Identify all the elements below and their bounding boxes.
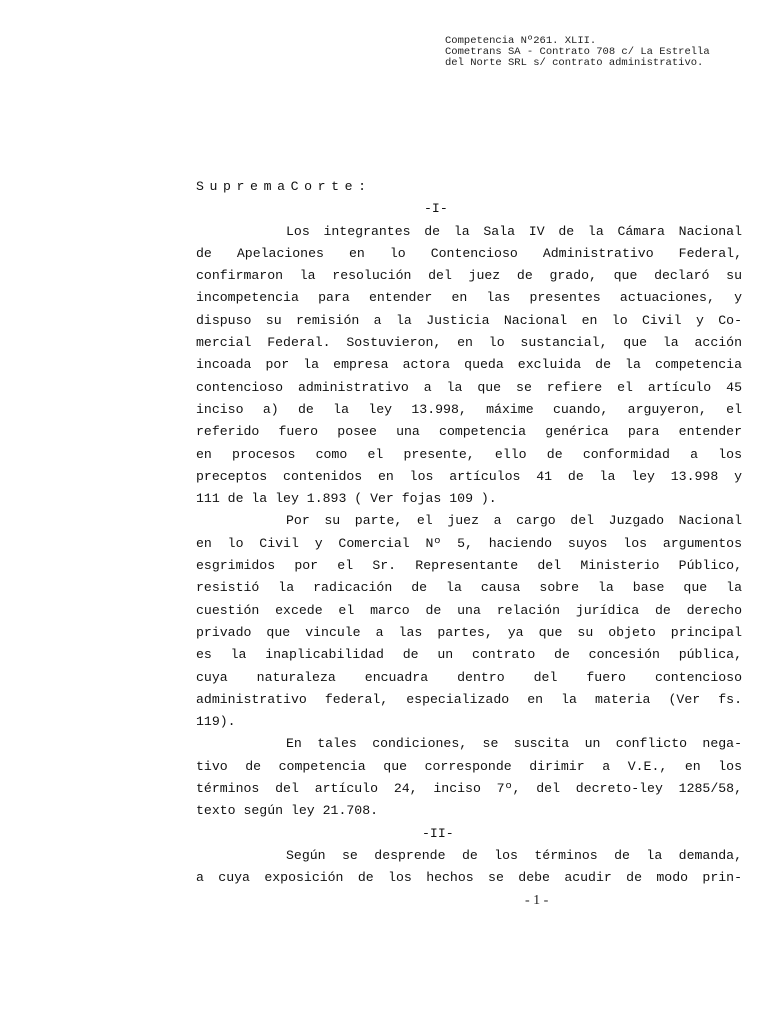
body-line: cuestión excede el marco de una relación jurídica de derecho [196, 602, 742, 618]
body-line: administrativo federal, especializado en la materia (Ver fs. [196, 691, 742, 707]
case-header-line-2: Cometrans SA - Contrato 708 c/ La Estrella [445, 46, 710, 58]
body-line: privado que vincule a las partes, ya que su objeto principal [196, 624, 742, 640]
body-line: a cuya exposición de los hechos se debe acudir de modo prin- [196, 870, 742, 886]
body-line: cuya naturaleza encuadra dentro del fuero contencioso [196, 669, 742, 685]
body-line: Los integrantes de la Sala IV de la Cámara Nacional [286, 223, 742, 239]
body-line: 119). [196, 714, 236, 730]
body-line: confirmaron la resolución del juez de grado, que declaró su [196, 268, 742, 284]
body-line: preceptos contenidos en los artículos 41 de la ley 13.998 y [196, 468, 742, 484]
body-line: es la inaplicabilidad de un contrato de concesión pública, [196, 647, 742, 663]
body-line: referido fuero posee una competencia genérica para entender [196, 424, 742, 440]
case-header [445, 36, 710, 69]
body-line: en procesos como el presente, ello de conformidad a los [196, 446, 742, 462]
case-header-line-1: Competencia Nº261. XLII. [445, 35, 597, 47]
body-line: dispuso su remisión a la Justicia Nacional en lo Civil y Co- [196, 312, 742, 328]
section-heading-i: -I- [424, 201, 448, 217]
body-line: contencioso administrativo a la que se refiere el artículo 45 [196, 379, 742, 395]
body-line: Por su parte, el juez a cargo del Juzgado Nacional [286, 513, 742, 529]
body-line: esgrimidos por el Sr. Representante del Ministerio Público, [196, 558, 742, 574]
body-line: de Apelaciones en lo Contencioso Administrativo Federal, [196, 245, 742, 261]
body-line: incompetencia para entender en las presentes actuaciones, y [196, 290, 742, 306]
page-number: - 1 - [525, 893, 549, 908]
document-body [196, 176, 742, 890]
body-line: términos del artículo 24, inciso 7º, del decreto-ley 1285/58, [196, 781, 742, 797]
body-line: Según se desprende de los términos de la demanda, [286, 847, 742, 863]
court-heading: SupremaCorte: [196, 179, 372, 194]
section-heading-ii: -II- [422, 825, 454, 841]
body-line: en lo Civil y Comercial Nº 5, haciendo suyos los argumentos [196, 535, 742, 551]
body-line: texto según ley 21.708. [196, 803, 379, 819]
body-line: mercial Federal. Sostuvieron, en lo sustancial, que la acción [196, 335, 742, 351]
case-header-line-3: del Norte SRL s/ contrato administrativo. [445, 57, 704, 69]
body-line: 111 de la ley 1.893 ( Ver fojas 109 ). [196, 491, 497, 507]
body-line: tivo de competencia que corresponde dirimir a V.E., en los [196, 758, 742, 774]
body-line: incoada por la empresa actora queda excluida de la competencia [196, 357, 742, 373]
body-line: En tales condiciones, se suscita un conflicto nega- [286, 736, 742, 752]
body-line: inciso a) de la ley 13.998, máxime cuando, arguyeron, el [196, 401, 742, 417]
body-line: resistió la radicación de la causa sobre la base que la [196, 580, 742, 596]
